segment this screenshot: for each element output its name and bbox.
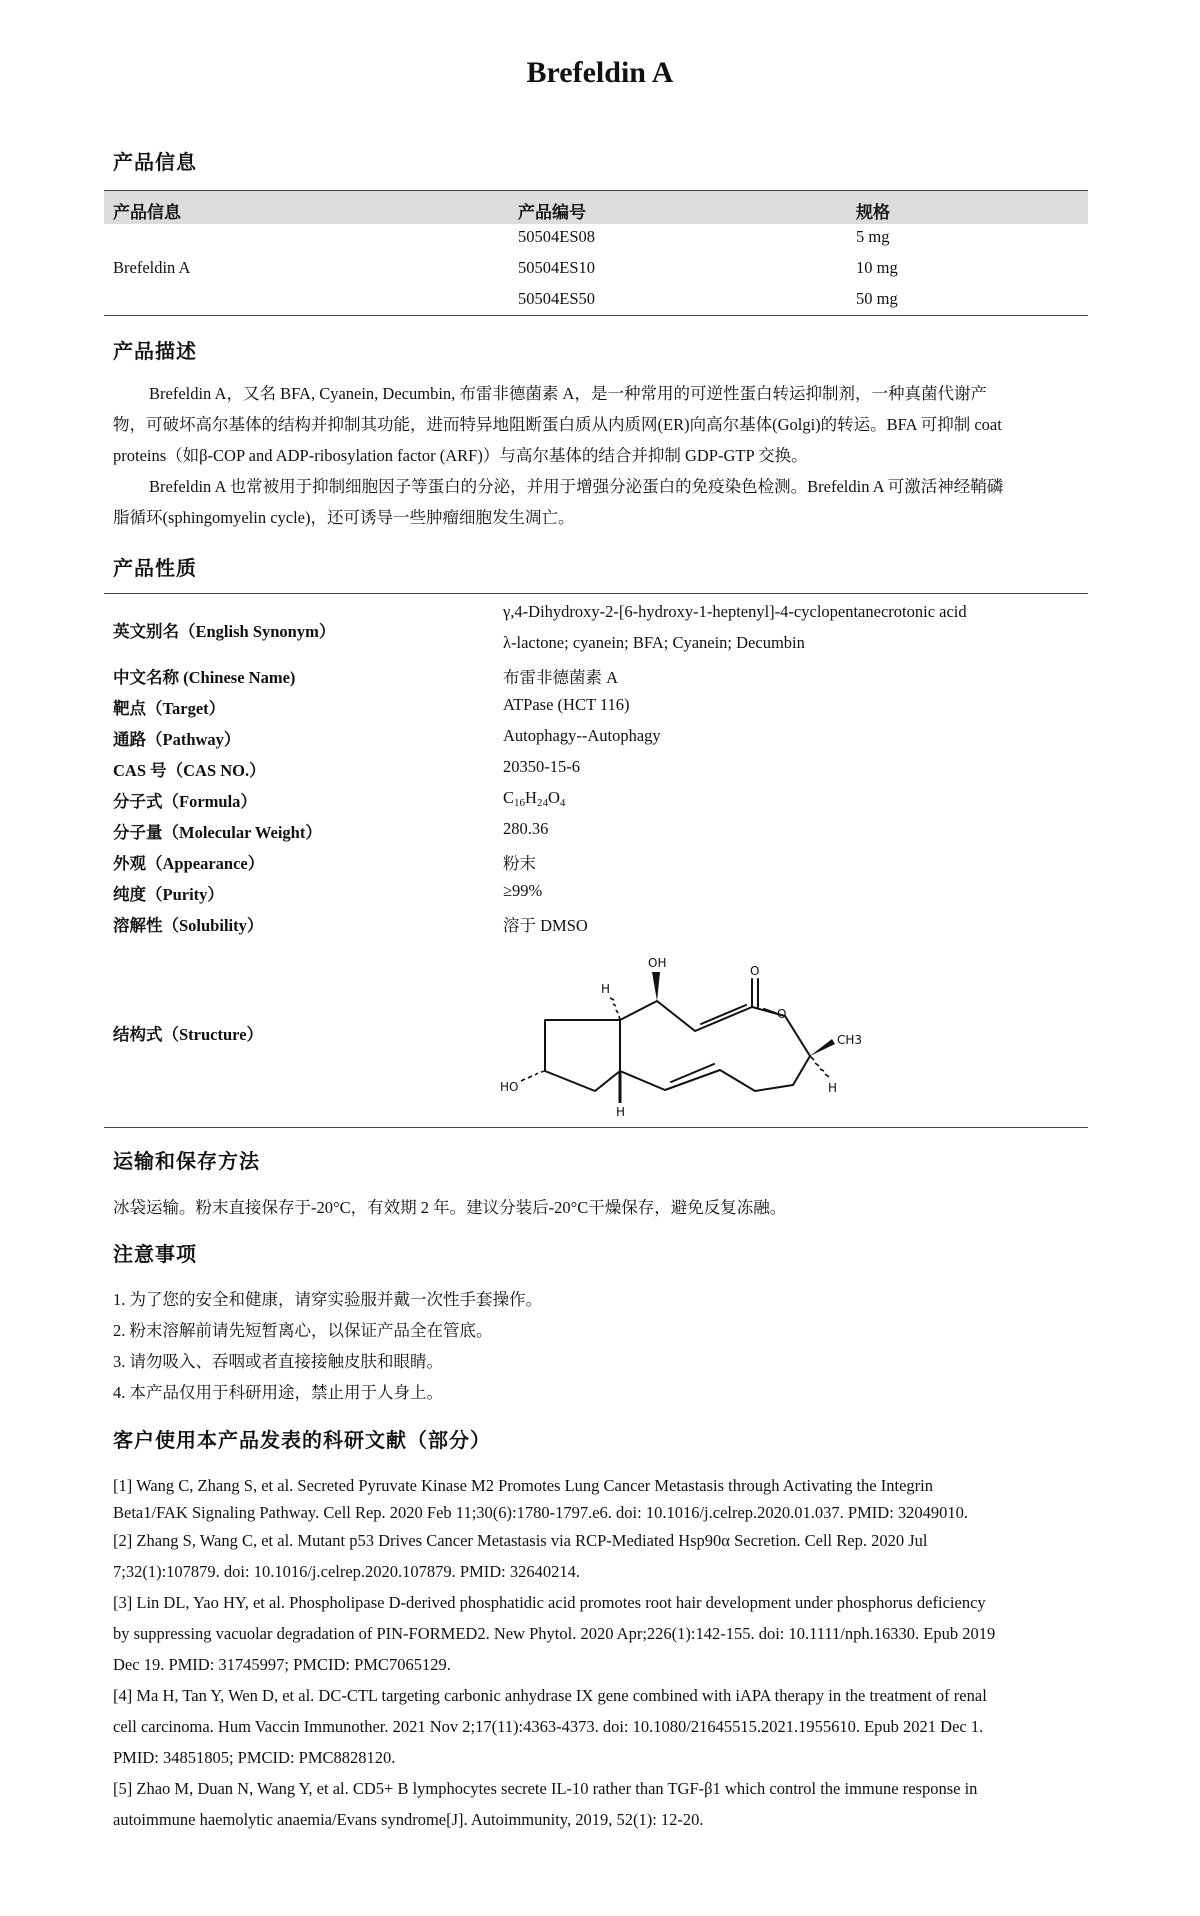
- prop-value-solubility: 溶于 DMSO: [503, 916, 588, 935]
- prop-label-cas: CAS 号（CAS NO.）: [113, 761, 266, 780]
- info-product-name: Brefeldin A: [113, 258, 191, 277]
- atom-o-ring: O: [777, 1007, 787, 1021]
- prop-value-target: ATPase (HCT 116): [503, 695, 630, 714]
- prop-value-cas: 20350-15-6: [503, 757, 580, 776]
- note-item-4: 4. 本产品仅用于科研用途，禁止用于人身上。: [113, 1383, 443, 1402]
- atom-h-bottom: H: [616, 1105, 626, 1119]
- section-heading-description: 产品描述: [113, 341, 197, 363]
- prop-value-chinese-name: 布雷非德菌素 A: [503, 668, 619, 687]
- atom-ch3: CH3: [837, 1033, 863, 1047]
- formula-c-count: 16: [514, 797, 526, 809]
- formula-h: H: [525, 788, 537, 807]
- description-p2-line-2: 脂循环(sphingomyelin cycle)，还可诱导一些肿瘤细胞发生凋亡。: [113, 508, 575, 527]
- info-spec-2: 10 mg: [856, 258, 898, 277]
- prop-label-chinese-name: 中文名称 (Chinese Name): [113, 668, 296, 687]
- prop-label-purity: 纯度（Purity）: [113, 885, 224, 904]
- prop-value-synonym-line-2: λ-lactone; cyanein; BFA; Cyanein; Decumbin: [503, 633, 805, 652]
- atom-ho-left: HO: [500, 1080, 519, 1094]
- reference-3-line-3: Dec 19. PMID: 31745997; PMCID: PMC7065129.: [113, 1655, 451, 1674]
- reference-2-line-2: 7;32(1):107879. doi: 10.1016/j.celrep.2020.107879. PMID: 32640214.: [113, 1562, 581, 1581]
- prop-value-formula: [503, 788, 565, 809]
- prop-value-synonym-line-1: γ,4-Dihydroxy-2-[6-hydroxy-1-heptenyl]-4-cyclopentanecrotonic acid: [503, 602, 967, 621]
- description-p1-line-2: 物，可破坏高尔基体的结构并抑制其功能，进而特异地阻断蛋白质从内质网(ER)向高尔基体(Golgi)的转运。BFA 可抑制 coat: [113, 415, 1002, 434]
- reference-3-line-1: [3] Lin DL, Yao HY, et al. Phospholipase D-derived phosphatidic acid promotes root hair development under phosphorus deficiency: [113, 1593, 986, 1612]
- prop-label-synonym: 英文别名（English Synonym）: [113, 622, 336, 641]
- reference-4-line-1: [4] Ma H, Tan Y, Wen D, et al. DC-CTL targeting carbonic anhydrase IX gene combined with iAPA therapy in the treatment of renal: [113, 1686, 987, 1705]
- description-p1-line-1: Brefeldin A，又名 BFA, Cyanein, Decumbin, 布雷非德菌素 A，是一种常用的可逆性蛋白转运抑制剂，一种真菌代谢产: [149, 384, 987, 403]
- wedge-methyl: [810, 1039, 835, 1056]
- hash-ho-left: [521, 1071, 545, 1081]
- properties-top-rule: [104, 593, 1088, 594]
- info-table-bottom-rule: [104, 315, 1088, 316]
- reference-1-line-2: Beta1/FAK Signaling Pathway. Cell Rep. 2020 Feb 11;30(6):1780-1797.e6. doi: 10.1016/j.celrep.2020.01.037. PMID: 32049010.: [113, 1503, 969, 1522]
- reference-list: [113, 1470, 1078, 1835]
- prop-value-mw: 280.36: [503, 819, 549, 838]
- prop-label-formula: 分子式（Formula）: [113, 792, 257, 811]
- storage-text: 冰袋运输。粉末直接保存于-20°C，有效期 2 年。建议分装后-20°C干燥保存，避免反复冻融。: [113, 1198, 787, 1217]
- prop-value-purity: ≥99%: [503, 881, 543, 900]
- formula-h-count: 24: [536, 797, 548, 809]
- formula-c: C: [503, 788, 515, 807]
- page-title: Brefeldin A: [526, 56, 674, 89]
- atom-h-right: H: [828, 1081, 838, 1095]
- wedge-hydroxyl-top: [652, 972, 660, 1001]
- note-item-1: 1. 为了您的安全和健康，请穿实验服并戴一次性手套操作。: [113, 1290, 542, 1309]
- description-body: [113, 378, 1078, 533]
- hash-h-top: [610, 998, 620, 1020]
- info-code-1: 50504ES08: [518, 227, 596, 246]
- hash-h-right: [810, 1056, 829, 1077]
- reference-5-line-2: autoimmune haemolytic anaemia/Evans syndrome[J]. Autoimmunity, 2019, 52(1): 12-20.: [113, 1810, 704, 1829]
- info-code-2: 50504ES10: [518, 258, 596, 277]
- info-col-spec: 规格: [856, 203, 890, 222]
- reference-2-line-1: [2] Zhang S, Wang C, et al. Mutant p53 Drives Cancer Metastasis via RCP-Mediated Hsp90α Secretion. Cell Rep. 2020 Jul: [113, 1531, 928, 1550]
- prop-label-solubility: 溶解性（Solubility）: [113, 916, 264, 935]
- section-heading-properties: 产品性质: [113, 558, 197, 580]
- section-heading-references: 客户使用本产品发表的科研文献（部分）: [113, 1430, 491, 1452]
- note-item-2: 2. 粉末溶解前请先短暂离心，以保证产品全在管底。: [113, 1321, 493, 1340]
- double-bond-upper: [701, 1005, 746, 1024]
- reference-4-line-3: PMID: 34851805; PMCID: PMC8828120.: [113, 1748, 396, 1767]
- properties-bottom-rule: [104, 1127, 1088, 1128]
- reference-5-line-1: [5] Zhao M, Duan N, Wang Y, et al. CD5+ B lymphocytes secrete IL-10 rather than TGF-β1 which control the immune response in: [113, 1779, 978, 1798]
- prop-label-mw: 分子量（Molecular Weight）: [113, 823, 322, 842]
- structure-diagram: [490, 945, 910, 1125]
- reference-4-line-2: cell carcinoma. Hum Vaccin Immunother. 2021 Nov 2;17(11):4363-4373. doi: 10.1080/21645515.2021.1955610. Epub 2021 Dec 1.: [113, 1717, 984, 1736]
- info-col-code: 产品编号: [518, 203, 586, 222]
- section-heading-storage: 运输和保存方法: [113, 1151, 260, 1173]
- info-spec-1: 5 mg: [856, 227, 890, 246]
- info-table-header: [104, 190, 1088, 224]
- formula-o: O: [547, 788, 560, 807]
- info-col-product: 产品信息: [113, 203, 181, 222]
- atom-h-top: H: [601, 982, 611, 996]
- atom-o-carbonyl: O: [750, 964, 760, 978]
- prop-label-target: 靶点（Target）: [113, 699, 226, 718]
- reference-1-line-1: [1] Wang C, Zhang S, et al. Secreted Pyruvate Kinase M2 Promotes Lung Cancer Metastasis through Activating the Integrin: [113, 1476, 933, 1495]
- atom-oh-top: OH: [648, 956, 667, 970]
- description-p2-line-1: Brefeldin A 也常被用于抑制细胞因子等蛋白的分泌，并用于增强分泌蛋白的免疫染色检测。Brefeldin A 可激活神经鞘磷: [149, 477, 1004, 496]
- prop-label-structure: 结构式（Structure）: [113, 1025, 264, 1044]
- description-p1-line-3: proteins（如β-COP and ADP-ribosylation factor (ARF)）与高尔基体的结合并抑制 GDP-GTP 交换。: [113, 446, 808, 465]
- prop-label-pathway: 通路（Pathway）: [113, 730, 241, 749]
- cyclopentane-ring: [545, 1020, 620, 1091]
- section-heading-notes: 注意事项: [113, 1244, 197, 1266]
- formula-o-count: 4: [559, 797, 566, 809]
- prop-value-pathway: Autophagy--Autophagy: [503, 726, 661, 745]
- info-spec-3: 50 mg: [856, 289, 898, 308]
- info-code-3: 50504ES50: [518, 289, 596, 308]
- section-heading-info: 产品信息: [113, 152, 197, 174]
- note-item-3: 3. 请勿吸入、吞咽或者直接接触皮肤和眼睛。: [113, 1352, 443, 1371]
- reference-3-line-2: by suppressing vacuolar degradation of PIN-FORMED2. New Phytol. 2020 Apr;226(1):142-155. doi: 10.1111/nph.16330. Epub 2019: [113, 1624, 996, 1643]
- prop-label-appearance: 外观（Appearance）: [113, 854, 265, 873]
- prop-value-appearance: 粉末: [503, 854, 536, 873]
